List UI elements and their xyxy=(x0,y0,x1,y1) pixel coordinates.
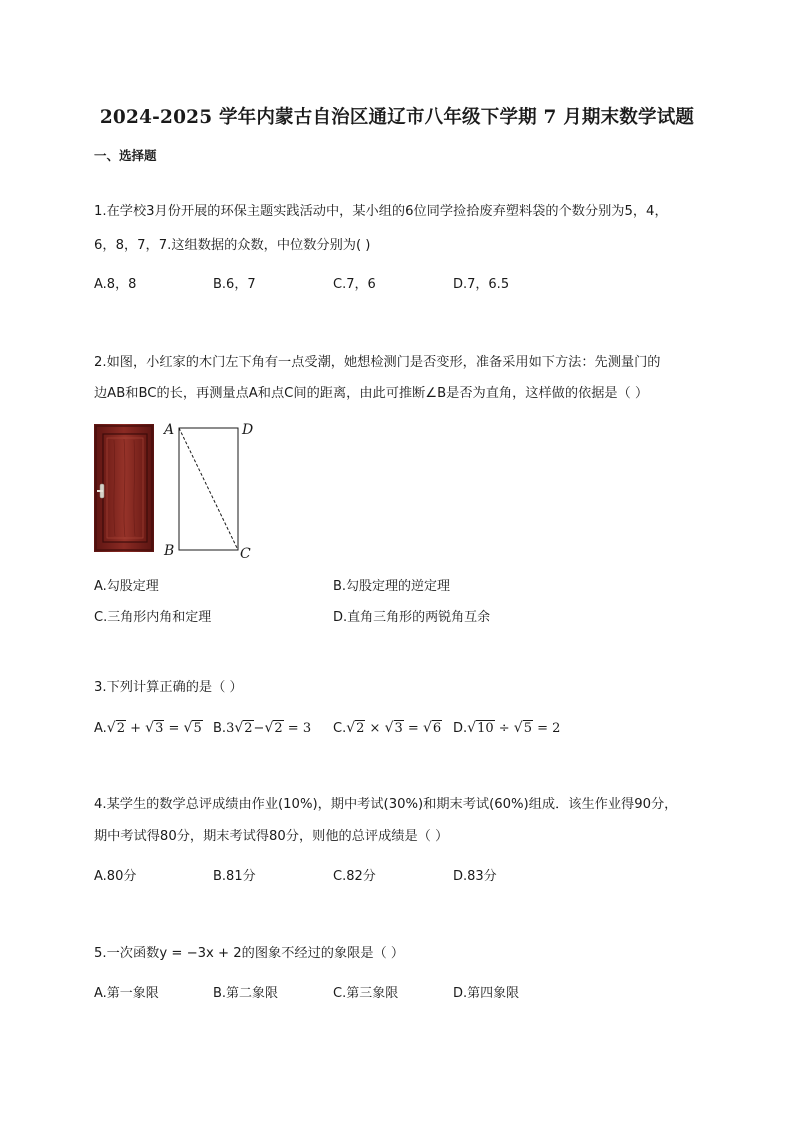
page-title: 2024-2025 学年内蒙古自治区通辽市八年级下学期 7 月期末数学试题 xyxy=(99,107,695,128)
math-text: = xyxy=(403,721,423,736)
option-label: D. xyxy=(453,721,468,736)
option-label: A. xyxy=(94,721,107,736)
question-3-option-b xyxy=(213,719,311,738)
math-text: = xyxy=(164,721,184,736)
question-4-option-c: C.82分 xyxy=(333,869,376,884)
question-4-option-d: D.83分 xyxy=(453,869,497,884)
sqrt-expression: √6 xyxy=(422,720,442,736)
question-1-option-d: D.7，6.5 xyxy=(453,277,510,292)
question-3-option-c xyxy=(333,719,442,738)
label-c: C xyxy=(240,546,251,562)
question-4-line-2: 期中考试得80分，期末考试得80分，则他的总评成绩是（ ） xyxy=(94,829,449,844)
question-4-option-b: B.81分 xyxy=(213,869,256,884)
sqrt-expression: √2 xyxy=(234,720,253,736)
door-illustration xyxy=(94,424,154,552)
question-3-line-1: 3.下列计算正确的是（ ） xyxy=(94,680,243,695)
sqrt-expression: √3 xyxy=(145,720,164,736)
option-label: C. xyxy=(333,721,347,736)
math-text: = 2 xyxy=(533,721,561,736)
question-5-option-d: D.第四象限 xyxy=(453,986,520,1001)
question-5-option-b: B.第二象限 xyxy=(213,986,279,1001)
label-d: D xyxy=(242,422,254,438)
question-5-option-c: C.第三象限 xyxy=(333,986,399,1001)
question-1-option-b: B.6，7 xyxy=(213,277,256,292)
question-3-option-d xyxy=(453,719,560,738)
math-text: = 3 xyxy=(283,721,312,736)
math-text: − xyxy=(253,721,265,736)
sqrt-expression: √2 xyxy=(106,720,125,736)
option-label: B. xyxy=(213,721,227,736)
math-text: + xyxy=(126,721,146,736)
question-1-line-1: 1.在学校3月份开展的环保主题实践活动中，某小组的6位同学捡拾废弃塑料袋的个数分别为5，4， xyxy=(94,204,668,219)
diagonal-ac-dashed xyxy=(179,428,238,550)
question-3-option-a xyxy=(94,719,203,738)
rectangle-figure xyxy=(160,418,270,564)
question-2-option-a: A.勾股定理 xyxy=(94,579,159,594)
sqrt-expression: √2 xyxy=(346,720,365,736)
math-text: × xyxy=(365,721,385,736)
question-2-option-d: D.直角三角形的两锐角互余 xyxy=(333,610,491,625)
sqrt-expression: √10 xyxy=(467,720,494,736)
question-2-line-2: 边AB和BC的长，再测量点A和点C间的距离，由此可推断∠B是否为直角，这样做的依据是（ ） xyxy=(94,386,649,401)
question-5-option-a: A.第一象限 xyxy=(94,986,159,1001)
label-a: A xyxy=(164,422,175,438)
math-text: ÷ xyxy=(494,721,514,736)
question-1-line-2: 6，8，7，7.这组数据的众数，中位数分别为( ) xyxy=(94,238,371,253)
sqrt-expression: √5 xyxy=(513,720,532,736)
question-2-option-b: B.勾股定理的逆定理 xyxy=(333,579,451,594)
question-5-line-1: 5.一次函数y = −3x + 2的图象不经过的象限是（ ） xyxy=(94,946,405,961)
math-text: 3 xyxy=(226,721,235,736)
question-1-option-a: A.8，8 xyxy=(94,277,137,292)
question-1-option-c: C.7，6 xyxy=(333,277,376,292)
door-photo xyxy=(94,424,154,552)
question-4-line-1: 4.某学生的数学总评成绩由作业(10%)，期中考试(30%)和期末考试(60%)组成．该生作业得90分， xyxy=(94,797,678,812)
sqrt-expression: √5 xyxy=(183,720,202,736)
question-2-option-c: C.三角形内角和定理 xyxy=(94,610,212,625)
sqrt-expression: √2 xyxy=(264,720,283,736)
question-2-line-1: 2.如图，小红家的木门左下角有一点受潮，她想检测门是否变形，准备采用如下方法：先测量门的 xyxy=(94,355,661,370)
sqrt-expression: √3 xyxy=(384,720,403,736)
question-4-option-a: A.80分 xyxy=(94,869,137,884)
label-b: B xyxy=(164,543,175,559)
section-heading: 一、选择题 xyxy=(94,148,157,163)
